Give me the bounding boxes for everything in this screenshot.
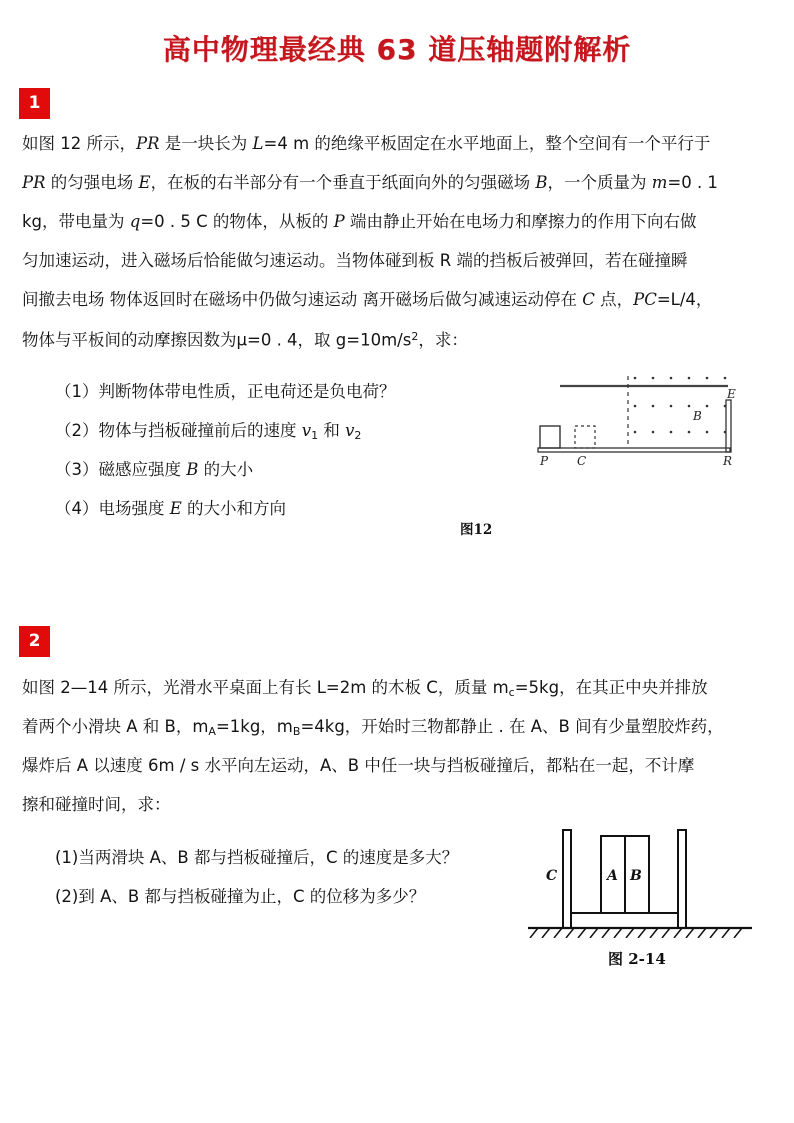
problem-number-badge-1: 1 (19, 88, 50, 119)
board-base (571, 913, 678, 928)
page-title: 高中物理最经典 63 道压轴题附解析 (162, 33, 632, 66)
figure-12-label-P: P (540, 454, 549, 468)
problem2-body-line-4: 擦和碰撞时间，求： (22, 795, 171, 814)
problem1-body-line-1: 如图 12 所示，PR 是一块长为 L=4 m 的绝缘平板固定在水平地面上，整个空间有一个平行于 (22, 134, 711, 153)
problem-number-badge-2: 2 (19, 626, 50, 657)
problem1-subquestion-1: （1）判断物体带电性质，正电荷还是负电荷？ (55, 382, 396, 401)
problem1-subquestion-4: （4）电场强度 E 的大小和方向 (55, 499, 287, 518)
problem1-body-line-3: kg，带电量为 q=0 . 5 C 的物体，从板的 P 端由静止开始在电场力和摩擦力的作用下向右做 (22, 212, 697, 231)
board-left-baffle (563, 830, 571, 928)
board-right-baffle (678, 830, 686, 928)
figure-12-diagram (530, 370, 770, 480)
problem2-body-line-1: 如图 2—14 所示，光滑水平桌面上有长 L=2m 的木板 C，质量 $m_c=5kg$，在其正中央并排放 (22, 678, 708, 699)
problem2-body-line-2: 着两个小滑块 A 和 B，$m_A=1kg$，$m_B=4kg$，开始时三物都静止 . 在 A、B 间有少量塑胶炸药， (22, 717, 724, 738)
figure-12-caption: 图12 (460, 522, 493, 538)
insulating-plate (538, 448, 730, 452)
problem2-body-line-3: 爆炸后 A 以速度 6m / s 水平向左运动，A、B 中任一块与挡板碰撞后，都粘在一起，不计摩 (22, 756, 695, 775)
figure-12-label-E: E (727, 387, 736, 401)
figure-12-label-R: R (723, 454, 733, 468)
problem1-body-line-6: 物体与平板间的动摩擦因数为μ=0 . 4，取 $g=10m/s^2$，求： (22, 330, 468, 350)
problem1-body-line-2: PR 的匀强电场 E，在板的右半部分有一个垂直于纸面向外的匀强磁场 B，一个质量为 m=0 . 1 (22, 173, 718, 192)
problem1-body-line-5: 间撤去电场 物体返回时在磁场中仍做匀速运动 离开磁场后做匀减速运动停在 C 点，PC=L/4， (22, 290, 713, 309)
figure-2-14-diagram (520, 818, 760, 938)
figure-12 (530, 370, 770, 484)
figure-2-14-label-B: B (630, 868, 642, 884)
figure-2-14-label-C: C (546, 868, 558, 884)
problem1-subquestion-3: （3）磁感应强度 B 的大小 (55, 460, 254, 479)
figure-12-label-B: B (693, 409, 702, 423)
problem1-subquestion-2: （2）物体与挡板碰撞前后的速度 $v_1$ 和 $v_2$ (55, 421, 362, 442)
object-block-at-P (540, 426, 560, 448)
problem1-body-line-4: 匀加速运动，进入磁场后恰能做匀速运动。当物体碰到板 R 端的挡板后被弹回，若在碰撞瞬 (22, 251, 688, 270)
figure-2-14 (520, 818, 760, 942)
figure-12-label-C: C (577, 454, 587, 468)
baffle-at-R (726, 400, 731, 452)
problem2-subquestion-1: (1)当两滑块 A、B 都与挡板碰撞后，C 的速度是多大？ (55, 848, 459, 867)
figure-2-14-caption: 图 2-14 (608, 950, 666, 968)
problem2-subquestion-2: (2)到 A、B 都与挡板碰撞为止，C 的位移为多少？ (55, 887, 426, 906)
object-block-at-C (575, 426, 595, 448)
figure-2-14-label-A: A (607, 868, 618, 884)
ground-hatching (530, 928, 742, 938)
